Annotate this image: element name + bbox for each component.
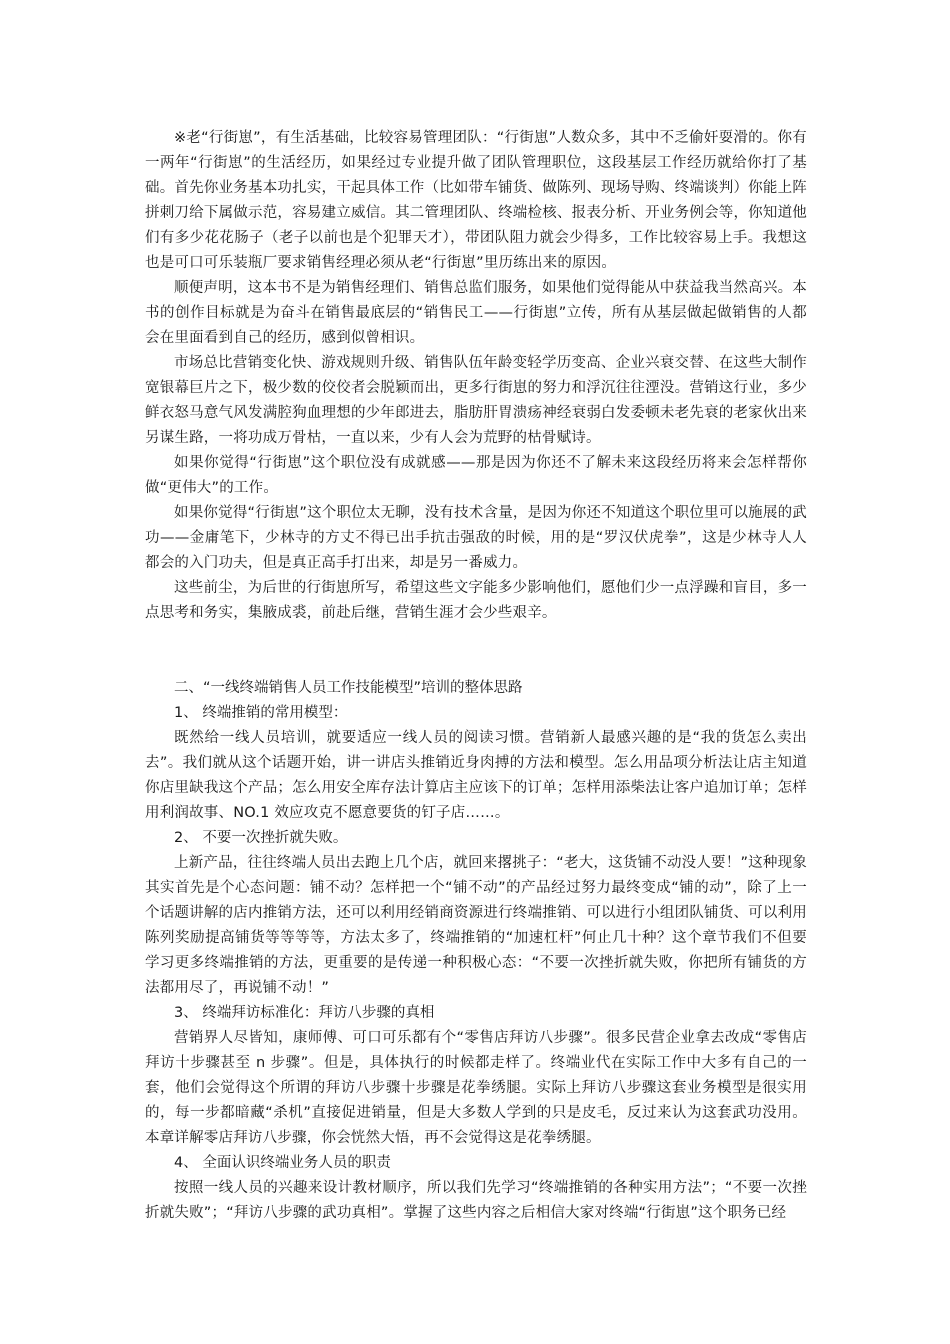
- section-spacer: [145, 626, 807, 676]
- item-heading-2: 2、 不要一次挫折就失败。: [174, 830, 348, 846]
- intro-paragraph-2: 顺便声明，这本书不是为销售经理们、销售总监们服务，如果他们觉得能从中获益我当然高兴。本书的创作目标就是为奋斗在销售最底层的“销售民工——行街崽”立传，所有从基层做起做销售的人都会在里面看到自己的经历，感到似曾相识。: [145, 280, 807, 346]
- item-body-2: 上新产品，往往终端人员出去跑上几个店，就回来撂挑子：“老大，这货铺不动没人要！”这种现象其实首先是个心态问题：铺不动？怎样把一个“铺不动”的产品经过努力最终变成“铺的动”，除了上一个话题讲解的店内推销方法，还可以利用经销商资源进行终端推销、可以进行小组团队铺货、可以利用陈列奖励提高铺货等等等等，方法太多了，终端推销的“加速杠杆”何止几十种？这个章节我们不但要学习更多终端推销的方法，更重要的是传递一种积极心态：“不要一次挫折就失败，你把所有铺货的方法都用尽了，再说铺不动！”: [145, 855, 807, 996]
- item-body-3: 营销界人尽皆知，康师傅、可口可乐都有个“零售店拜访八步骤”。很多民营企业拿去改成“零售店拜访十步骤甚至 n 步骤”。但是，具体执行的时候都走样了。终端业代在实际工作中大多有自己的一套，他们会觉得这个所谓的拜访八步骤十步骤是花拳绣腿。实际上拜访八步骤这套业务模型是很实用的，每一步都暗藏“杀机”直接促进销量，但是大多数人学到的只是皮毛，反过来认为这套武功没用。本章详解零店拜访八步骤，你会恍然大悟，再不会觉得这是花拳绣腿。: [145, 1030, 807, 1146]
- intro-paragraph-1: ※老“行街崽”，有生活基础，比较容易管理团队：“行街崽”人数众多，其中不乏偷奸耍滑的。你有一两年“行街崽”的生活经历，如果经过专业提升做了团队管理职位，这段基层工作经历就给你打了基础。首先你业务基本功扎实，干起具体工作（比如带车铺货、做陈列、现场导购、终端谈判）你能上阵拼刺刀给下属做示范，容易建立威信。其二管理团队、终端检核、报表分析、开业务例会等，你知道他们有多少花花肠子（老子以前也是个犯罪天才），带团队阻力就会少得多，工作比较容易上手。我想这也是可口可乐装瓶厂要求销售经理必须从老“行街崽”里历练出来的原因。: [145, 130, 807, 271]
- item-body-1: 既然给一线人员培训，就要适应一线人员的阅读习惯。营销新人最感兴趣的是“我的货怎么卖出去”。我们就从这个话题开始，讲一讲店头推销近身肉搏的方法和模型。怎么用品项分析法让店主知道你店里缺我这个产品；怎么用安全库存法计算店主应该下的订单；怎样用添柴法让客户追加订单；怎样用利润故事、NO.1 效应攻克不愿意要货的钉子店……。: [145, 730, 807, 821]
- intro-paragraph-3: 市场总比营销变化快、游戏规则升级、销售队伍年龄变轻学历变高、企业兴衰交替、在这些大制作宽银幕巨片之下，极少数的佼佼者会脱颖而出，更多行街崽的努力和浮沉往往湮没。营销这行业，多少鲜衣怒马意气风发满腔狗血理想的少年郎进去，脂肪肝胃溃疡神经衰弱白发委顿未老先衰的老家伙出来另谋生路，一将功成万骨枯，一直以来，少有人会为荒野的枯骨赋诗。: [145, 355, 807, 446]
- item-heading-1: 1、 终端推销的常用模型：: [174, 705, 348, 721]
- item-heading-4: 4、 全面认识终端业务人员的职责: [174, 1155, 391, 1171]
- section-title: 二、“一线终端销售人员工作技能模型”培训的整体思路: [174, 680, 523, 696]
- document-page: [145, 126, 807, 1226]
- intro-paragraph-6: 这些前尘，为后世的行街崽所写，希望这些文字能多少影响他们，愿他们少一点浮躁和盲目，多一点思考和务实，集腋成裘，前赴后继，营销生涯才会少些艰辛。: [145, 580, 807, 621]
- intro-paragraph-5: 如果你觉得“行街崽”这个职位太无聊，没有技术含量，是因为你还不知道这个职位里可以施展的武功——金庸笔下，少林寺的方丈不得已出手抗击强敌的时候，用的是“罗汉伏虎拳”，这是少林寺人人都会的入门功夫，但是真正高手打出来，却是另一番威力。: [145, 505, 807, 571]
- intro-paragraph-4: 如果你觉得“行街崽”这个职位没有成就感——那是因为你还不了解未来这段经历将来会怎样帮你做“更伟大”的工作。: [145, 455, 807, 496]
- item-heading-3: 3、 终端拜访标准化：拜访八步骤的真相: [174, 1005, 435, 1021]
- item-body-4: 按照一线人员的兴趣来设计教材顺序，所以我们先学习“终端推销的各种实用方法”；“不要一次挫折就失败”；“拜访八步骤的武功真相”。掌握了这些内容之后相信大家对终端“行街崽”这个职务已经: [145, 1180, 807, 1221]
